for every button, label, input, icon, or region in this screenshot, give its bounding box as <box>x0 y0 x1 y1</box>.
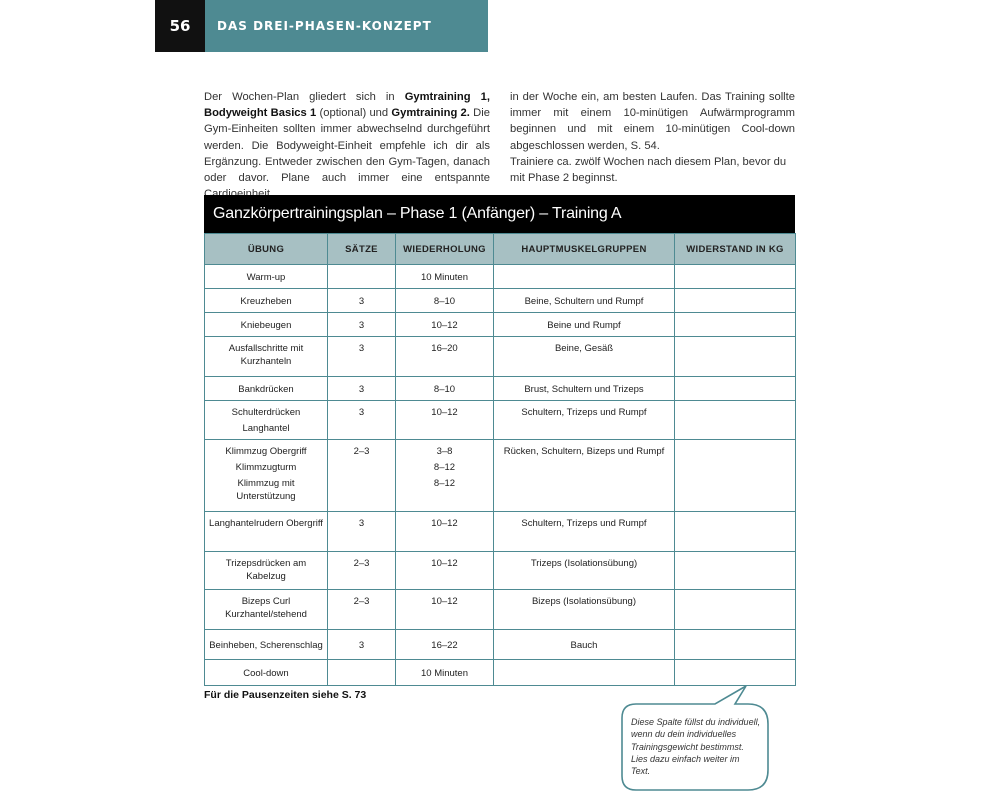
cell-line: Cool-down <box>243 667 289 679</box>
table-row <box>205 289 796 313</box>
cell-line: 8–12 <box>433 478 456 489</box>
intro-paragraph-3: Trainiere ca. zwölf Wochen nach diesem Plan, bevor du mit Phase 2 beginnst. <box>510 155 787 185</box>
cell-muskelgruppen: Schultern, Trizeps und Rumpf <box>494 401 675 440</box>
cell-saetze <box>328 265 396 289</box>
intro-column-left <box>204 89 490 202</box>
cell-wiederholung <box>396 289 494 313</box>
cell-line: Warm-up <box>246 271 286 283</box>
cell-muskelgruppen: Beine, Gesäß <box>494 337 675 377</box>
cell-line: 8–10 <box>433 295 456 307</box>
table-row <box>205 630 796 660</box>
cell-line: Kniebeugen <box>240 319 292 331</box>
cell-uebung <box>205 337 328 377</box>
cell-line: 10–12 <box>431 558 458 569</box>
cell-muskelgruppen: Rücken, Schultern, Bizeps und Rumpf <box>494 440 675 512</box>
cell-line: 10–12 <box>431 319 458 331</box>
cell-line: 16–22 <box>431 639 458 651</box>
footnote: Für die Pausenzeiten siehe S. 73 <box>204 689 367 701</box>
cell-wiederholung <box>396 660 494 686</box>
table-row <box>205 313 796 337</box>
cell-line: 10–12 <box>431 596 458 607</box>
cell-saetze: 3 <box>328 401 396 440</box>
cell-uebung <box>205 590 328 630</box>
cell-muskelgruppen: Beine, Schultern und Rumpf <box>494 289 675 313</box>
cell-line: Ausfallschritte mit Kurzhanteln <box>228 343 304 367</box>
cell-line: Klimmzug Obergriff <box>225 446 307 457</box>
cell-widerstand[interactable] <box>675 590 796 630</box>
intro-text-segment: Gymtraining 1, Bodyweight Basics 1 <box>204 91 490 120</box>
cell-uebung <box>205 289 328 313</box>
cell-uebung <box>205 377 328 401</box>
cell-wiederholung <box>396 265 494 289</box>
cell-line: Kreuzheben <box>240 295 292 307</box>
cell-saetze: 3 <box>328 313 396 337</box>
cell-line: Langhantel <box>242 423 290 434</box>
cell-wiederholung <box>396 337 494 377</box>
header-muskelgruppen: HAUPTMUSKELGRUPPEN <box>494 234 675 265</box>
intro-paragraph-1 <box>204 89 490 202</box>
cell-uebung <box>205 660 328 686</box>
cell-line: Beinheben, Scherenschlag <box>209 639 323 651</box>
intro-text-segment: (optional) und <box>316 107 392 120</box>
cell-saetze: 3 <box>328 337 396 377</box>
cell-muskelgruppen: Beine und Rumpf <box>494 313 675 337</box>
cell-saetze: 3 <box>328 377 396 401</box>
intro-text-segment: Gymtraining 2. <box>391 107 470 120</box>
cell-widerstand[interactable] <box>675 512 796 552</box>
cell-muskelgruppen: Bizeps (Isolationsübung) <box>494 590 675 630</box>
cell-wiederholung <box>396 313 494 337</box>
table-row <box>205 440 796 512</box>
cell-uebung <box>205 630 328 660</box>
cell-line: Bankdrücken <box>238 383 294 395</box>
table-row <box>205 401 796 440</box>
cell-widerstand[interactable] <box>675 313 796 337</box>
cell-line: 8–10 <box>433 383 456 395</box>
table-row <box>205 512 796 552</box>
cell-uebung <box>205 552 328 590</box>
cell-uebung <box>205 512 328 552</box>
chapter-title: DAS DREI-PHASEN-KONZEPT <box>205 0 488 52</box>
cell-widerstand[interactable] <box>675 401 796 440</box>
cell-line: Klimmzugturm <box>235 462 297 473</box>
intro-text-segment: Die Gym-Einheiten sollten immer abwechselnd durchgeführt werden. Die Bodyweight-Einheit empfehle ich dir als Ergänzung. Entweder zwischen den Gym-Tagen, danach oder davor. Plane auch immer eine entspannte <box>204 107 490 185</box>
table-header-row <box>205 234 796 265</box>
cell-widerstand[interactable] <box>675 337 796 377</box>
cell-line: 10–12 <box>431 407 458 418</box>
cell-line: Langhantelrudern Obergriff <box>209 518 323 529</box>
page-header <box>155 0 488 52</box>
cell-uebung <box>205 440 328 512</box>
cell-wiederholung <box>396 401 494 440</box>
cell-line: 10–12 <box>431 518 458 529</box>
cell-line: 3–8 <box>436 446 453 457</box>
header-uebung: ÜBUNG <box>205 234 328 265</box>
cell-widerstand[interactable] <box>675 440 796 512</box>
cell-uebung <box>205 401 328 440</box>
training-table <box>204 195 795 686</box>
cell-line: Klimmzug mit Unterstützung <box>236 478 296 502</box>
cell-widerstand[interactable] <box>675 289 796 313</box>
cell-wiederholung <box>396 512 494 552</box>
cell-uebung <box>205 265 328 289</box>
intro-column-right <box>510 89 795 186</box>
table-row <box>205 552 796 590</box>
cell-line: 10 Minuten <box>420 271 468 283</box>
cell-muskelgruppen: Schultern, Trizeps und Rumpf <box>494 512 675 552</box>
cell-muskelgruppen: Bauch <box>494 630 675 660</box>
table-title: Ganzkörpertrainingsplan – Phase 1 (Anfänger) – Training A <box>204 195 795 233</box>
header-wiederholung: WIEDERHOLUNG <box>396 234 494 265</box>
header-widerstand: WIDERSTAND IN KG <box>675 234 796 265</box>
cell-uebung <box>205 313 328 337</box>
cell-saetze: 2–3 <box>328 440 396 512</box>
table-row <box>205 590 796 630</box>
intro-text-segment: Der Wochen-Plan gliedert sich in <box>204 91 405 103</box>
cell-muskelgruppen <box>494 265 675 289</box>
cell-saetze: 3 <box>328 630 396 660</box>
cell-saetze: 3 <box>328 289 396 313</box>
table-row <box>205 337 796 377</box>
cell-wiederholung <box>396 590 494 630</box>
cell-line: 16–20 <box>431 343 458 354</box>
page-number: 56 <box>155 0 205 52</box>
table-row <box>205 265 796 289</box>
cell-saetze <box>328 660 396 686</box>
cell-saetze: 3 <box>328 512 396 552</box>
cell-line: 10 Minuten <box>420 667 468 679</box>
cell-wiederholung <box>396 630 494 660</box>
cell-wiederholung <box>396 377 494 401</box>
header-saetze: SÄTZE <box>328 234 396 265</box>
cell-wiederholung <box>396 552 494 590</box>
cell-muskelgruppen: Brust, Schultern und Trizeps <box>494 377 675 401</box>
cell-widerstand[interactable] <box>675 630 796 660</box>
cell-line: Bizeps Curl Kurzhantel/stehend <box>225 596 307 620</box>
cell-widerstand[interactable] <box>675 265 796 289</box>
cell-line: Trizepsdrücken am Kabelzug <box>225 558 307 582</box>
cell-line: Schulterdrücken <box>231 407 301 418</box>
intro-paragraph-2: in der Woche ein, am besten Laufen. Das Training sollte immer mit einem 10-minütigen Aufwärmprogramm beginnen und mit einem 10-minütigen Cool-down abgeschlossen werden, S. 54. <box>510 91 795 152</box>
cell-saetze: 2–3 <box>328 590 396 630</box>
speech-bubble-text: Diese Spalte füllst du individuell, wenn du dein individuelles Trainingsgewicht bestimmst. Lies dazu einfach weiter im Text. <box>631 717 761 777</box>
cell-widerstand[interactable] <box>675 552 796 590</box>
cell-muskelgruppen: Trizeps (Isolationsübung) <box>494 552 675 590</box>
table-row <box>205 377 796 401</box>
cell-wiederholung <box>396 440 494 512</box>
cell-saetze: 2–3 <box>328 552 396 590</box>
cell-line: 8–12 <box>433 462 456 473</box>
cell-widerstand[interactable] <box>675 377 796 401</box>
